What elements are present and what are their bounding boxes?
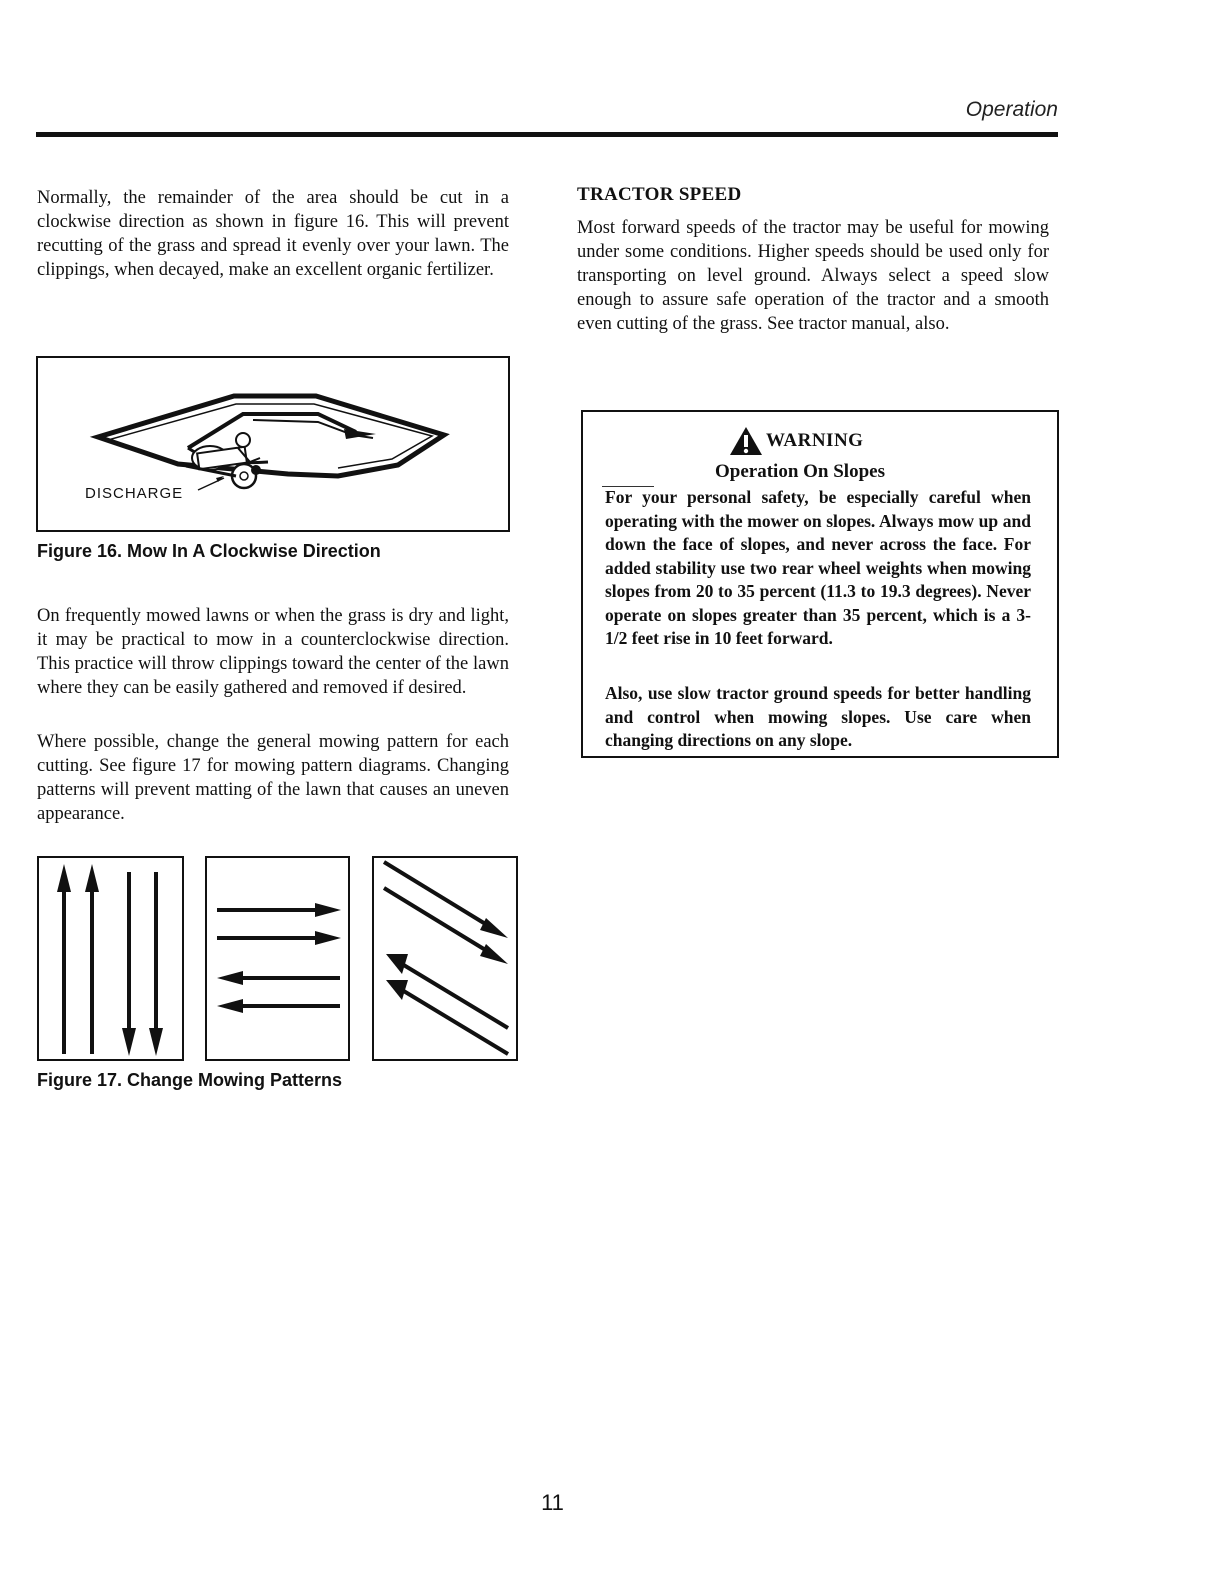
pattern-diagonal	[372, 856, 518, 1061]
warning-text-2: Also, use slow tractor ground speeds for better handling and control when mowing slopes. Use care when changing directions on any slope.	[605, 683, 1031, 750]
clockwise-pattern-illustration	[38, 358, 508, 530]
intro-paragraph: Normally, the remainder of the area should be cut in a clockwise direction as shown in figure 16. This will prevent recutting of the grass and spread it evenly over your lawn. The clippings, when decayed, make an excellent organic fertilizer.	[37, 188, 509, 280]
figure-16-diagram	[36, 356, 510, 532]
warning-box	[581, 410, 1059, 758]
pattern-vertical	[37, 856, 184, 1061]
diagonal-arrows-icon	[374, 858, 516, 1059]
tractor-speed-paragraph: Most forward speeds of the tractor may be useful for mowing under some conditions. Higher speeds should be used only for transporting on level ground. Always select a speed slow enough to assure safe operation of the tractor and a smooth even cutting of the grass. See tractor manual, also.	[577, 218, 1049, 334]
figure-17-caption: Figure 17. Change Mowing Patterns	[37, 1070, 343, 1090]
warning-title	[729, 425, 863, 457]
tractor-speed-heading: TRACTOR SPEED	[577, 184, 742, 205]
warning-subtitle: Operation On Slopes	[715, 461, 885, 482]
mowing-pattern-paragraph: Where possible, change the general mowing pattern for each cutting. See figure 17 for mowing pattern diagrams. Changing patterns will prevent matting of the lawn that causes an uneven appearance.	[37, 732, 509, 824]
warning-triangle-icon	[729, 426, 763, 456]
discharge-label: DISCHARGE	[85, 485, 184, 502]
page-number: 11	[541, 1490, 564, 1515]
vertical-arrows-icon	[39, 858, 182, 1059]
figure-16-caption: Figure 16. Mow In A Clockwise Direction	[37, 541, 381, 561]
counterclockwise-paragraph: On frequently mowed lawns or when the grass is dry and light, it may be practical to mow in a counterclockwise direction. This practice will throw clippings toward the center of the lawn where they can be easily gathered and removed if desired.	[37, 606, 509, 698]
page-header-section: Operation	[965, 98, 1058, 121]
warning-text-1: For your personal safety, be especially careful when operating with the mower on slopes. Always mow up and down the face of slopes, and never across the face. For added stability use two rear wheel weights when mowing slopes from 20 to 35 percent (11.3 to 19.3 degrees). Never operate on slopes greater than 35 percent, which is a 3-1/2 feet rise in 10 feet forward.	[605, 487, 1031, 648]
warning-title-text: WARNING	[766, 430, 864, 451]
header-rule	[36, 132, 1058, 137]
horizontal-arrows-icon	[207, 858, 348, 1059]
pattern-horizontal	[205, 856, 350, 1061]
